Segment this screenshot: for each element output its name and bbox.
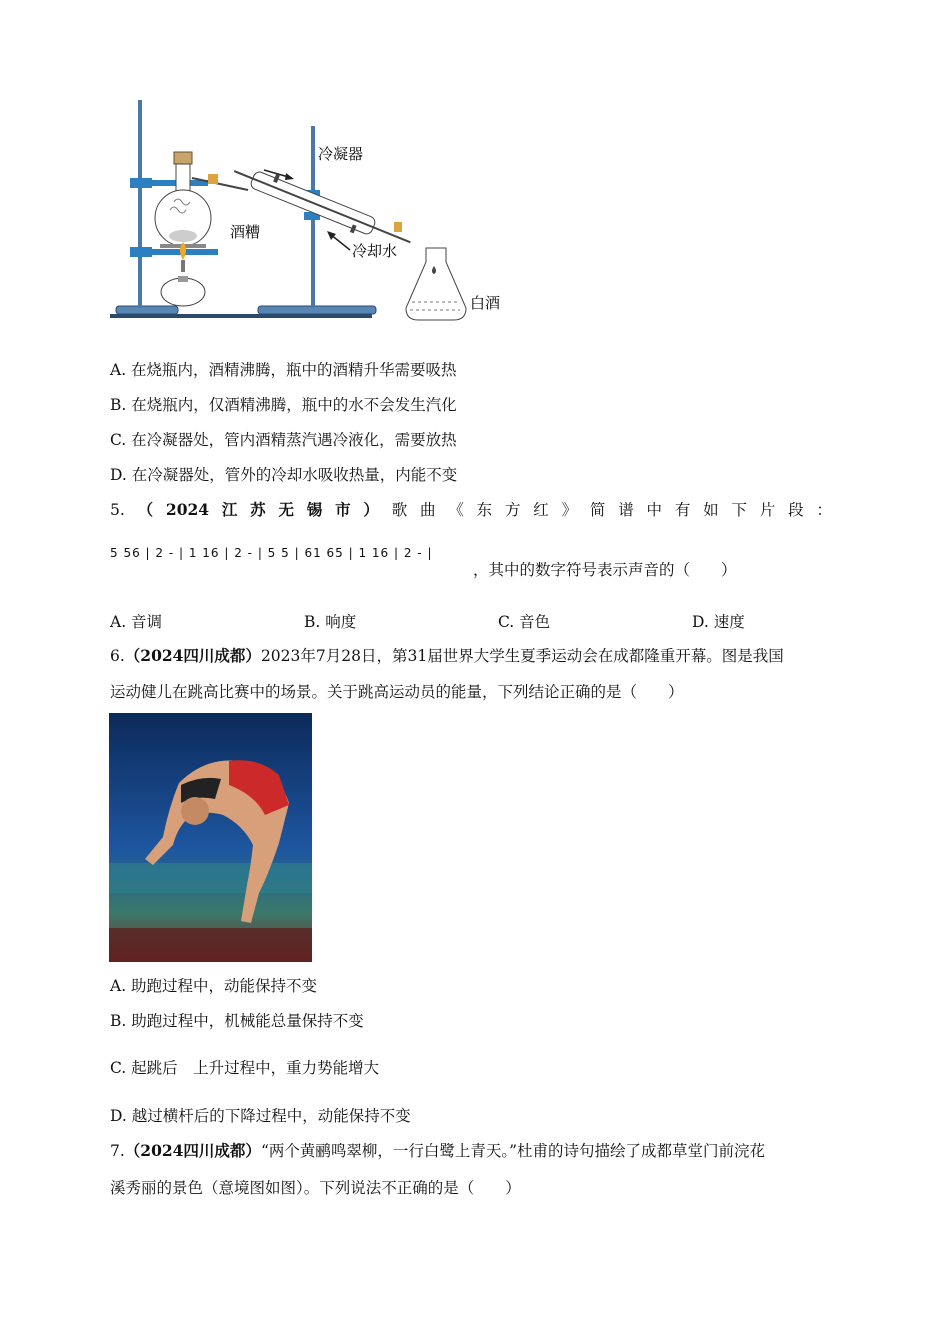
q5-option-a: A. 音调 — [110, 613, 163, 631]
q4-option-a: A. 在烧瓶内，酒精沸腾，瓶中的酒精升华需要吸热 — [110, 361, 457, 379]
q5-notation: 5 56 | 2 - | 1 16 | 2 - | 5 5 | 61 65 | 1 16 | 2 - | — [110, 546, 433, 560]
q6-option-b: B. 助跑过程中，机械能总量保持不变 — [110, 1012, 364, 1030]
q5-option-d: D. 速度 — [692, 613, 745, 631]
q7-source: （2024四川成都） — [124, 1141, 261, 1160]
q4-option-d: D. 在冷凝器处，管外的冷却水吸收热量，内能不变 — [110, 466, 458, 484]
q7-number: 7. — [110, 1142, 125, 1160]
q5-option-c: C. 音色 — [498, 613, 551, 631]
q6-stem-line1: 6.（2024四川成都）2023年7月28日，第31届世界大学生夏季运动会在成都隆重开幕。图是我国 — [110, 646, 784, 665]
q6-option-c: C. 起跳后 上升过程中，重力势能增大 — [110, 1059, 380, 1077]
q5-option-b: B. 响度 — [304, 613, 357, 631]
label-liquor: 白酒 — [470, 294, 501, 312]
label-cooling-water: 冷却水 — [352, 242, 398, 260]
q6-source: （2024四川成都） — [124, 646, 261, 665]
q7-stem-line1: 7.（2024四川成都）“两个黄鹂鸣翠柳，一行白鹭上青天。”杜甫的诗句描绘了成都草堂门前浣花 — [110, 1141, 766, 1160]
q6-stem-line2: 运动健儿在跳高比赛中的场景。关于跳高运动员的能量，下列结论正确的是（ ） — [110, 683, 684, 701]
q6-option-a: A. 助跑过程中，动能保持不变 — [110, 977, 318, 995]
q5-stem: 5. （ 2024 江 苏 无 锡 市 ） 歌 曲 《 东 方 红 》 简 谱 中 有 如 下 片 段 ： — [110, 500, 832, 519]
label-condenser: 冷凝器 — [318, 145, 364, 163]
distillation-diagram — [108, 92, 518, 328]
q5-number: 5. — [110, 501, 125, 519]
q4-option-b: B. 在烧瓶内，仅酒精沸腾，瓶中的水不会发生汽化 — [110, 396, 457, 414]
high-jump-photo — [109, 713, 312, 962]
q6-number: 6. — [110, 647, 125, 665]
label-mash: 酒糟 — [230, 223, 261, 241]
q7-stem-line2: 溪秀丽的景色（意境图如图）。下列说法不正确的是（ ） — [110, 1179, 521, 1197]
q4-option-c: C. 在冷凝器处，管内酒精蒸汽遇冷液化，需要放热 — [110, 431, 457, 449]
q5-stem-tail: ，其中的数字符号表示声音的（ ） — [473, 561, 737, 579]
q6-option-d: D. 越过横杆后的下降过程中，动能保持不变 — [110, 1107, 411, 1125]
